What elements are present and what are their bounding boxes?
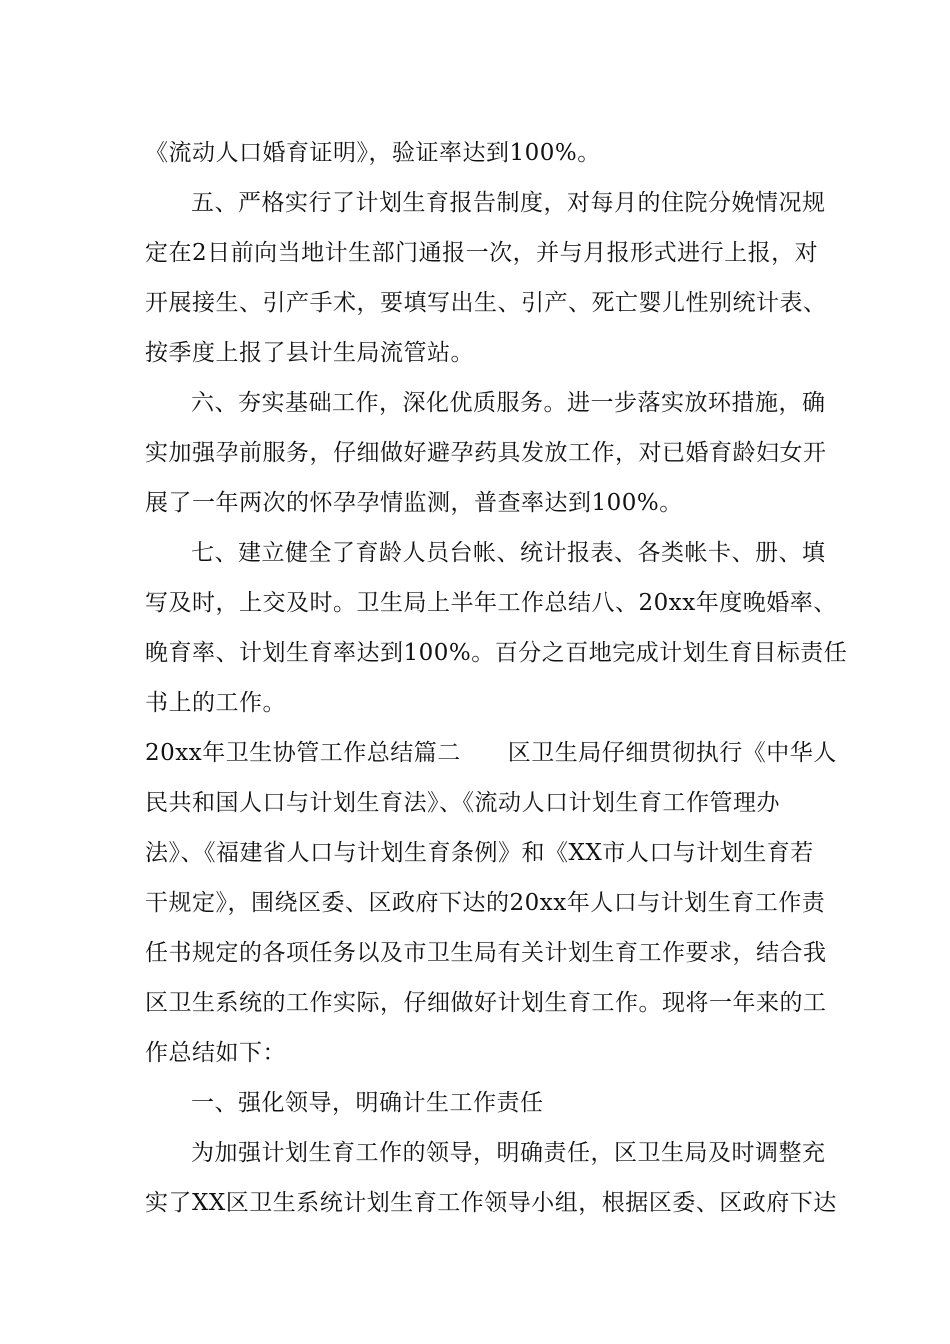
- text-line: 《流动人口婚育证明》，验证率达到100%。: [145, 140, 601, 166]
- text-line: 六、夯实基础工作，深化优质服务。进一步落实放环措施，确: [191, 390, 826, 416]
- text-line: 实了XX区卫生系统计划生育工作领导小组，根据区委、区政府下达: [145, 1190, 837, 1216]
- text-line: 定在2日前向当地计生部门通报一次，并与月报形式进行上报，对: [145, 240, 819, 266]
- text-line: 晚育率、计划生育率达到100%。百分之百地完成计划生育目标责任: [145, 640, 848, 666]
- text-line: 为加强计划生育工作的领导，明确责任，区卫生局及时调整充: [191, 1140, 826, 1166]
- text-line: 七、建立健全了育龄人员台帐、统计报表、各类帐卡、册、填: [191, 540, 826, 566]
- text-line: 区卫生系统的工作实际，仔细做好计划生育工作。现将一年来的工: [145, 990, 827, 1016]
- text-line: 实加强孕前服务，仔细做好避孕药具发放工作，对已婚育龄妇女开: [145, 440, 827, 466]
- text-line: 按季度上报了县计生局流管站。: [145, 340, 474, 366]
- text-line: 作总结如下：: [145, 1040, 286, 1066]
- text-line: 开展接生、引产手术，要填写出生、引产、死亡婴儿性别统计表、: [145, 290, 827, 316]
- text-line: 五、严格实行了计划生育报告制度，对每月的住院分娩情况规: [191, 190, 826, 216]
- text-line: 20xx年卫生协管工作总结篇二 区卫生局仔细贯彻执行《中华人: [145, 740, 837, 766]
- text-line: 一、强化领导，明确计生工作责任: [191, 1090, 544, 1116]
- text-line: 任书规定的各项任务以及市卫生局有关计划生育工作要求，结合我: [145, 940, 827, 966]
- text-line: 干规定》，围绕区委、区政府下达的20xx年人口与计划生育工作责: [145, 890, 826, 916]
- text-line: 民共和国人口与计划生育法》、《流动人口计划生育工作管理办: [145, 790, 780, 816]
- text-line: 展了一年两次的怀孕孕情监测，普查率达到100%。: [145, 490, 683, 516]
- document-body: [145, 128, 848, 1228]
- text-line: 法》、《福建省人口与计划生育条例》和《XX市人口与计划生育若: [145, 840, 814, 866]
- text-line: 书上的工作。: [145, 690, 286, 716]
- text-line: 写及时，上交及时。卫生局上半年工作总结八、20xx年度晚婚率、: [145, 590, 837, 616]
